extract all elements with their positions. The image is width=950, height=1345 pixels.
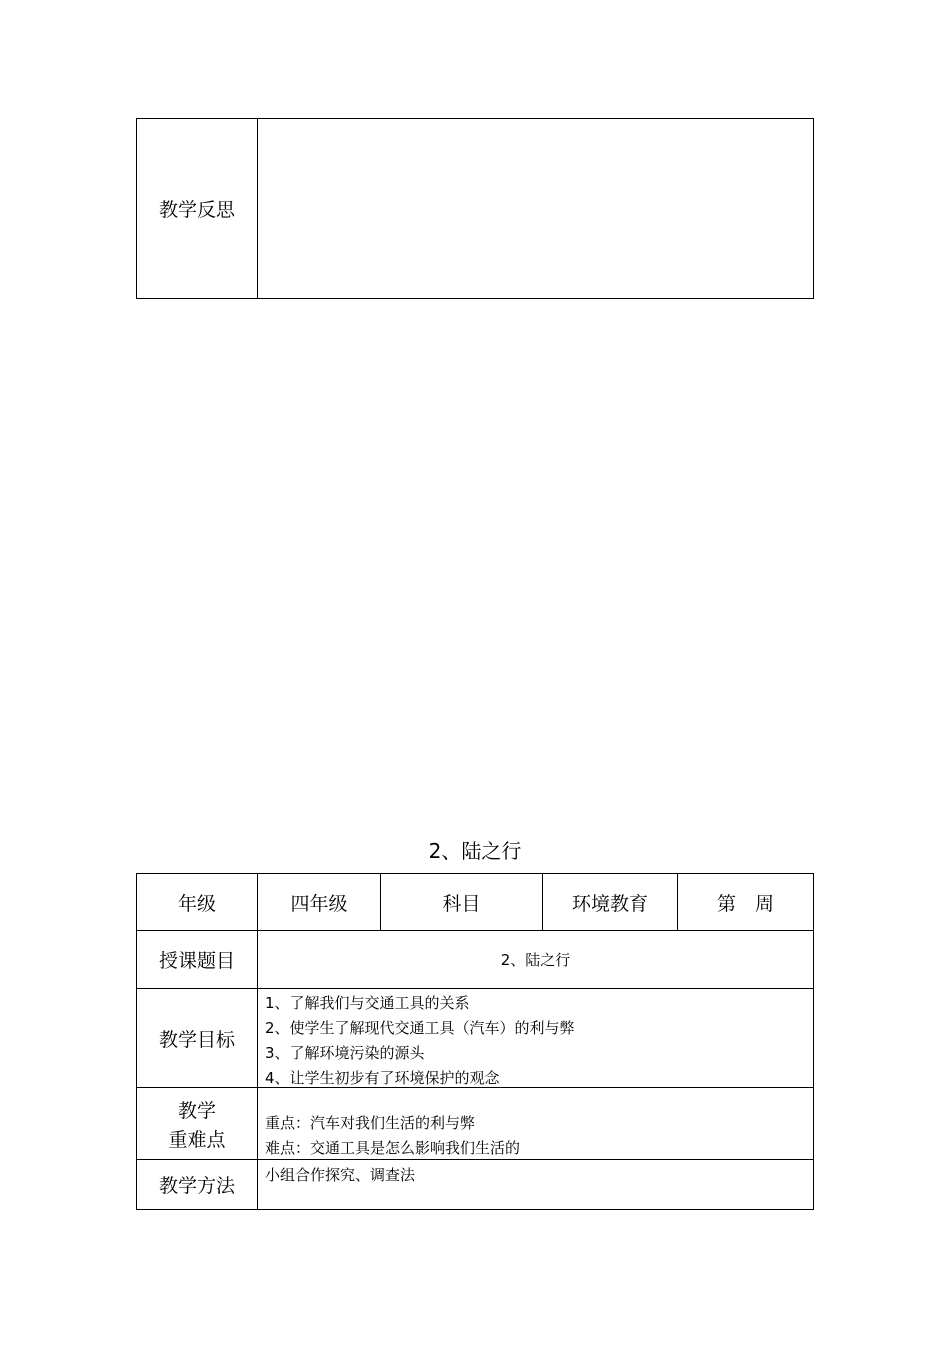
- lesson-title: 2、陆之行: [428, 839, 522, 863]
- goal-item: 2、使学生了解现代交通工具（汽车）的利与弊: [265, 1019, 575, 1037]
- goal-item: 1、了解我们与交通工具的关系: [265, 994, 470, 1012]
- goals-label: 教学目标: [158, 1028, 235, 1051]
- topic-label: 授课题目: [158, 950, 235, 972]
- focus-label-1: 教学: [177, 1100, 216, 1122]
- reflection-content: [258, 119, 813, 298]
- method-label: 教学方法: [158, 1175, 235, 1197]
- goal-item: 3、了解环境污染的源头: [265, 1044, 425, 1062]
- subject-label: 科目: [442, 892, 481, 915]
- topic-value: 2、陆之行: [500, 951, 571, 969]
- grade-value: 四年级: [290, 892, 348, 915]
- grade-label: 年级: [177, 892, 216, 915]
- focus-key-point: 重点：汽车对我们生活的利与弊: [265, 1114, 476, 1132]
- method-value: 小组合作探究、调查法: [265, 1166, 416, 1184]
- goal-item: 4、让学生初步有了环境保护的观念: [265, 1069, 500, 1087]
- week-label: 第 周: [716, 892, 774, 915]
- focus-difficult-point: 难点：交通工具是怎么影响我们生活的: [265, 1139, 521, 1157]
- subject-value: 环境教育: [571, 892, 648, 915]
- reflection-label: 教学反思: [158, 199, 235, 221]
- focus-label-2: 重难点: [168, 1129, 226, 1151]
